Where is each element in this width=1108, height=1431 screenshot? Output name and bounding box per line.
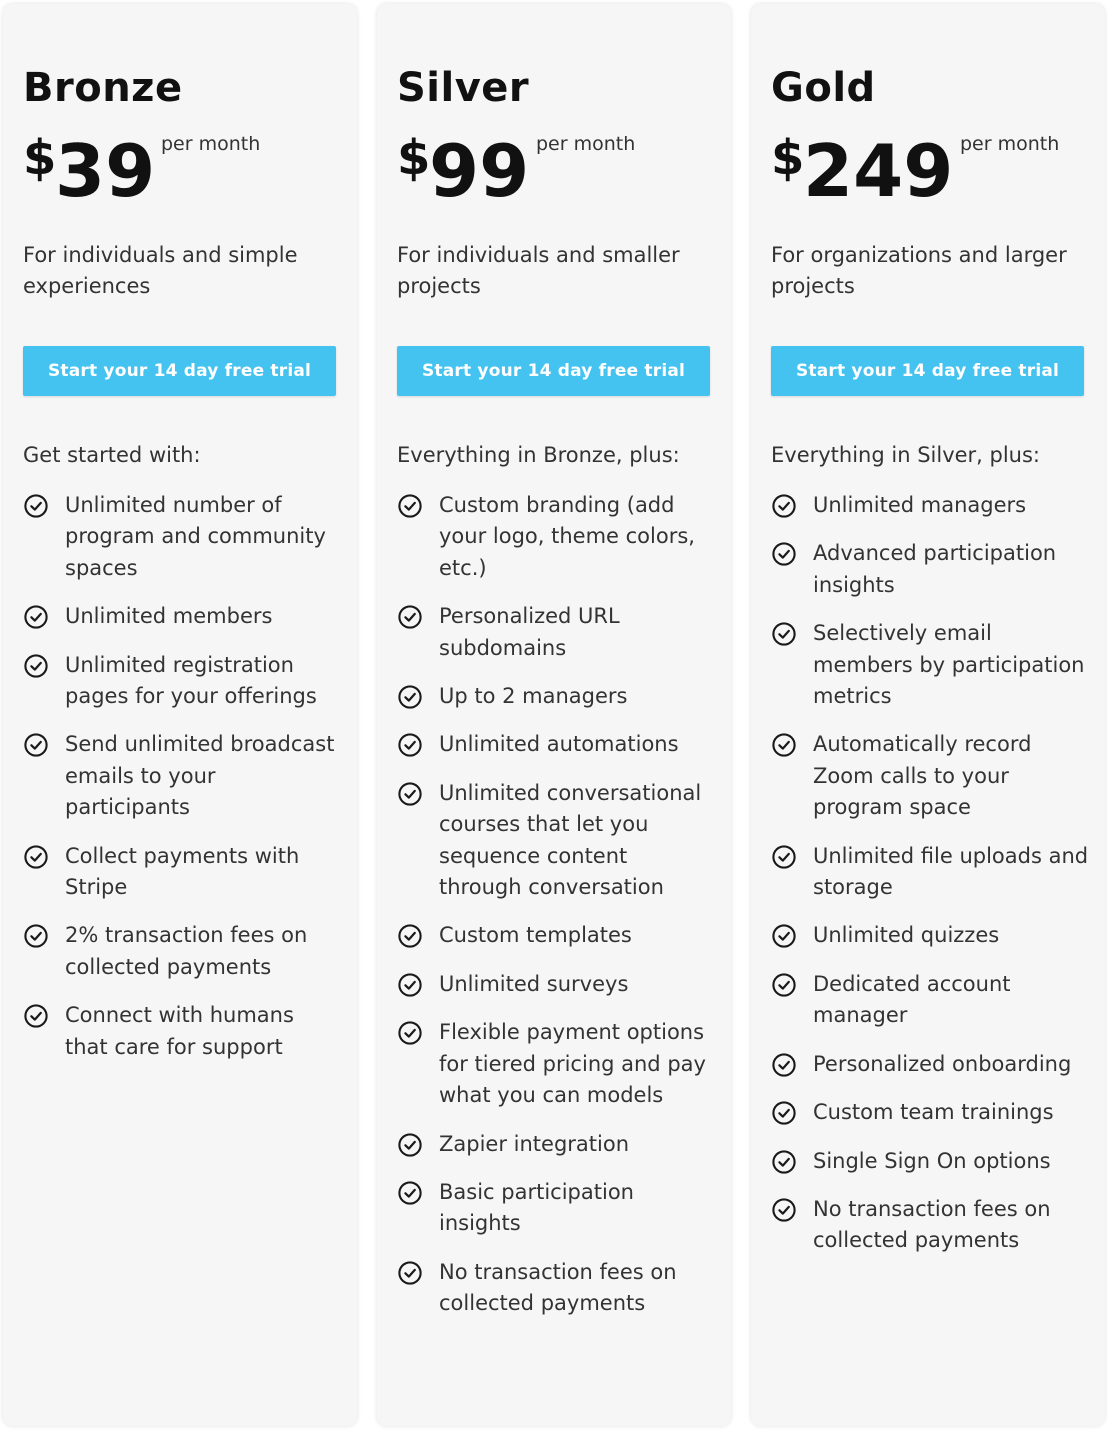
feature-text: No transaction fees on collected payments <box>439 1259 677 1316</box>
feature-text: Unlimited file uploads and storage <box>813 843 1089 900</box>
feature-text: Unlimited number of program and community spaces <box>65 493 326 580</box>
features-intro: Everything in Bronze, plus: <box>397 443 680 467</box>
feature-item <box>771 1146 1089 1177</box>
plan-name: Gold <box>771 65 876 111</box>
circle-check-icon <box>23 604 49 630</box>
circle-check-icon <box>397 1020 423 1046</box>
circle-check-icon <box>397 1260 423 1286</box>
plan-card-gold <box>751 4 1105 1426</box>
feature-item <box>397 1129 715 1160</box>
feature-text: 2% transaction fees on collected payments <box>65 923 308 979</box>
feature-item <box>397 1257 715 1320</box>
feature-item <box>397 490 715 584</box>
price-currency: $ <box>23 130 57 186</box>
plan-card-bronze <box>3 4 357 1426</box>
feature-text: Personalized onboarding <box>813 1051 1072 1076</box>
feature-item <box>771 538 1089 601</box>
circle-check-icon <box>771 1100 797 1126</box>
feature-item <box>23 1000 341 1063</box>
feature-text: Advanced participation insights <box>813 541 1057 597</box>
feature-item <box>771 969 1089 1032</box>
circle-check-icon <box>23 923 49 949</box>
feature-item <box>771 920 1089 951</box>
circle-check-icon <box>771 1149 797 1175</box>
feature-text: Send unlimited broadcast emails to your participants <box>65 732 335 820</box>
circle-check-icon <box>23 732 49 758</box>
feature-text: Automatically record Zoom calls to your program space <box>813 732 1032 820</box>
price-amount: 99 <box>429 129 530 213</box>
feature-list <box>23 490 341 1080</box>
feature-item <box>397 778 715 904</box>
feature-text: Custom templates <box>439 923 632 948</box>
feature-item <box>397 1177 715 1240</box>
feature-item <box>771 618 1089 712</box>
price-period: per month <box>960 133 1060 155</box>
start-trial-button[interactable]: Start your 14 day free trial <box>397 346 710 396</box>
price-amount: 249 <box>803 129 954 213</box>
feature-item <box>397 969 715 1000</box>
circle-check-icon <box>397 972 423 998</box>
feature-item <box>23 920 341 983</box>
price-currency: $ <box>771 130 805 186</box>
feature-text: Custom branding (add your logo, theme colors, etc.) <box>439 493 695 580</box>
feature-text: Collect payments with Stripe <box>65 843 300 900</box>
feature-item <box>23 650 341 713</box>
plan-description: For individuals and simple experiences <box>23 243 298 298</box>
circle-check-icon <box>397 923 423 949</box>
circle-check-icon <box>23 844 49 870</box>
price-period: per month <box>536 133 636 155</box>
circle-check-icon <box>23 1003 49 1029</box>
feature-text: Up to 2 managers <box>439 684 628 709</box>
plan-price <box>771 122 1085 212</box>
plan-description: For organizations and larger projects <box>771 243 1067 298</box>
circle-check-icon <box>771 621 797 647</box>
feature-text: Basic participation insights <box>439 1179 634 1236</box>
feature-text: Unlimited quizzes <box>813 923 1000 948</box>
feature-text: Unlimited members <box>65 604 273 629</box>
plan-card-silver <box>377 4 731 1426</box>
feature-text: Dedicated account manager <box>813 971 1011 1028</box>
circle-check-icon <box>771 1197 797 1223</box>
price-period: per month <box>161 133 261 155</box>
circle-check-icon <box>397 684 423 710</box>
circle-check-icon <box>397 732 423 758</box>
circle-check-icon <box>771 972 797 998</box>
feature-text: Unlimited conversational courses that let you sequence content through conversation <box>439 780 702 900</box>
feature-item <box>23 490 341 584</box>
features-intro: Get started with: <box>23 443 201 467</box>
feature-item <box>397 681 715 712</box>
feature-text: Selectively email members by participation metrics <box>813 621 1085 709</box>
features-intro: Everything in Silver, plus: <box>771 443 1041 467</box>
plan-name: Bronze <box>23 65 183 111</box>
feature-text: Personalized URL subdomains <box>439 604 620 660</box>
feature-item <box>23 729 341 823</box>
feature-list <box>397 490 715 1337</box>
price-currency: $ <box>397 130 431 186</box>
circle-check-icon <box>397 1180 423 1206</box>
circle-check-icon <box>397 1132 423 1158</box>
feature-text: Custom team trainings <box>813 1100 1054 1125</box>
circle-check-icon <box>771 1052 797 1078</box>
circle-check-icon <box>771 732 797 758</box>
feature-text: Single Sign On options <box>813 1148 1051 1173</box>
plan-description: For individuals and smaller projects <box>397 243 680 298</box>
circle-check-icon <box>771 493 797 519</box>
circle-check-icon <box>771 541 797 567</box>
plan-name: Silver <box>397 65 530 111</box>
feature-item <box>771 1049 1089 1080</box>
feature-text: Unlimited automations <box>439 732 679 757</box>
feature-text: Connect with humans that care for support <box>65 1003 294 1059</box>
feature-item <box>771 490 1089 521</box>
feature-item <box>771 729 1089 823</box>
feature-text: Unlimited surveys <box>439 971 629 996</box>
feature-text: Unlimited registration pages for your offerings <box>65 652 317 709</box>
start-trial-button[interactable]: Start your 14 day free trial <box>771 346 1084 396</box>
feature-item <box>23 601 341 632</box>
feature-list <box>771 490 1089 1274</box>
circle-check-icon <box>23 653 49 679</box>
plan-price <box>23 122 337 212</box>
feature-item <box>397 729 715 760</box>
feature-item <box>771 1194 1089 1257</box>
circle-check-icon <box>771 923 797 949</box>
start-trial-button[interactable]: Start your 14 day free trial <box>23 346 336 396</box>
circle-check-icon <box>23 493 49 519</box>
circle-check-icon <box>771 844 797 870</box>
feature-item <box>771 1097 1089 1128</box>
feature-text: Unlimited managers <box>813 493 1027 517</box>
price-amount: 39 <box>55 129 156 213</box>
feature-text: Zapier integration <box>439 1131 630 1156</box>
feature-text: Flexible payment options for tiered pricing and pay what you can models <box>439 1020 706 1108</box>
circle-check-icon <box>397 604 423 630</box>
circle-check-icon <box>397 781 423 807</box>
circle-check-icon <box>397 493 423 519</box>
plan-price <box>397 122 711 212</box>
feature-item <box>771 841 1089 904</box>
feature-item <box>397 1017 715 1111</box>
feature-item <box>23 841 341 904</box>
feature-item <box>397 601 715 664</box>
feature-text: No transaction fees on collected payments <box>813 1196 1051 1253</box>
feature-item <box>397 920 715 951</box>
